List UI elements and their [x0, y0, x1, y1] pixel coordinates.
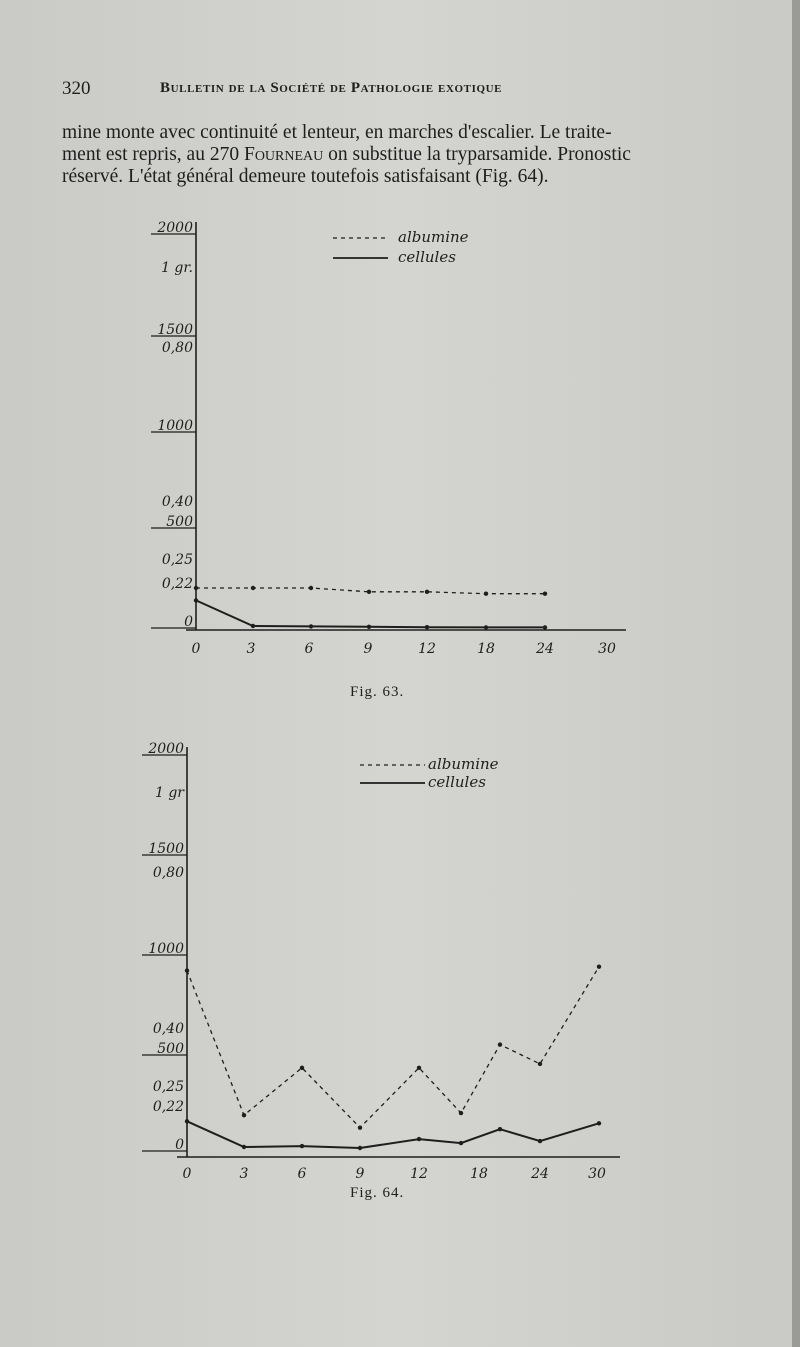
data-point-cellules [251, 624, 255, 628]
data-point-albumine [597, 965, 601, 969]
y-tick-label-albumine: 0,80 [161, 340, 193, 356]
x-tick-label: 6 [304, 641, 314, 657]
y-tick-label-cells: 2000 [148, 741, 184, 757]
y-tick-label-cells: 500 [157, 1041, 184, 1057]
figure-63-caption: Fig. 63. [350, 684, 405, 700]
x-tick-label: 24 [536, 641, 554, 657]
y-tick-label-albumine: 0,40 [161, 494, 193, 510]
x-tick-label: 18 [470, 1166, 488, 1182]
data-point-albumine [417, 1066, 421, 1070]
data-point-cellules [459, 1141, 463, 1145]
data-point-cellules [498, 1127, 502, 1131]
data-point-albumine [459, 1111, 463, 1115]
figure-64-chart [0, 735, 800, 1215]
y-tick-label-albumine: 0,80 [152, 865, 184, 881]
data-point-cellules [367, 625, 371, 629]
data-point-cellules [425, 625, 429, 629]
y-tick-label-albumine: 0,22 [152, 1099, 184, 1115]
y-tick-label-cells: 1000 [157, 418, 193, 434]
y-tick-label-albumine: 0,25 [152, 1079, 184, 1095]
data-point-cellules [417, 1137, 421, 1141]
x-tick-label: 0 [182, 1166, 192, 1182]
y-tick-label-cells: 0 [175, 1137, 184, 1153]
data-point-albumine [498, 1042, 502, 1046]
data-point-cellules [242, 1145, 246, 1149]
data-point-albumine [538, 1062, 542, 1066]
data-point-albumine [194, 586, 198, 590]
y-tick-label-albumine: 1 gr [154, 785, 184, 801]
series-line-albumine [187, 967, 599, 1128]
figure-64-caption: Fig. 64. [350, 1185, 405, 1201]
y-tick-label-cells: 1000 [148, 941, 184, 957]
data-point-cellules [543, 625, 547, 629]
x-tick-label: 9 [355, 1166, 365, 1182]
data-point-cellules [309, 624, 313, 628]
x-tick-label: 30 [588, 1166, 606, 1182]
body-line-3: réservé. L'état général demeure toutefois satisfaisant (Fig. 64). [62, 166, 549, 187]
y-tick-label-albumine: 1 gr. [161, 260, 193, 276]
y-tick-label-albumine: 0,22 [161, 576, 193, 592]
data-point-cellules [185, 1119, 189, 1123]
data-point-albumine [185, 968, 189, 972]
page-header [62, 78, 722, 102]
body-line-1: mine monte avec continuité et lenteur, en marches d'escalier. Le traite- [62, 122, 612, 143]
y-tick-label-albumine: 0,40 [152, 1021, 184, 1037]
data-point-albumine [242, 1113, 246, 1117]
figure-63 [0, 210, 800, 710]
series-line-cellules [196, 600, 545, 627]
x-tick-label: 0 [191, 641, 201, 657]
x-tick-label: 6 [297, 1166, 307, 1182]
y-tick-label-cells: 500 [166, 514, 193, 530]
x-tick-label: 9 [363, 641, 373, 657]
author-name: Fourneau [243, 144, 324, 165]
y-tick-label-cells: 0 [184, 614, 193, 630]
data-point-cellules [597, 1121, 601, 1125]
series-line-cellules [187, 1121, 599, 1148]
data-point-albumine [484, 592, 488, 596]
figure-63-chart [0, 210, 800, 710]
legend-label-albumine: albumine [398, 228, 469, 246]
data-point-cellules [538, 1139, 542, 1143]
y-tick-label-cells: 1500 [157, 322, 193, 338]
x-tick-label: 12 [418, 641, 436, 657]
running-title: Bulletin de la Société de Pathologie exotique [160, 80, 503, 96]
data-point-albumine [367, 590, 371, 594]
x-tick-label: 12 [410, 1166, 428, 1182]
body-line-2 [62, 144, 738, 166]
data-point-albumine [358, 1126, 362, 1130]
data-point-cellules [484, 625, 488, 629]
body-line-2-end: on substitue la tryparsamide. Pronostic [323, 144, 631, 165]
data-point-cellules [194, 598, 198, 602]
body-line-2-start: ment est repris, au 270 [62, 144, 244, 165]
x-tick-label: 30 [598, 641, 616, 657]
legend-label-albumine: albumine [428, 755, 499, 773]
y-tick-label-cells: 2000 [157, 220, 193, 236]
data-point-albumine [309, 586, 313, 590]
data-point-cellules [300, 1144, 304, 1148]
x-tick-label: 18 [477, 641, 495, 657]
x-tick-label: 24 [531, 1166, 549, 1182]
data-point-albumine [300, 1066, 304, 1070]
y-tick-label-albumine: 0,25 [161, 552, 193, 568]
legend-label-cellules: cellules [398, 248, 456, 266]
data-point-albumine [543, 592, 547, 596]
page-number: 320 [62, 78, 91, 99]
x-tick-label: 3 [239, 1166, 249, 1182]
y-tick-label-cells: 1500 [148, 841, 184, 857]
legend-label-cellules: cellules [428, 773, 486, 791]
data-point-albumine [425, 590, 429, 594]
x-tick-label: 3 [246, 641, 256, 657]
data-point-cellules [358, 1146, 362, 1150]
body-paragraph [62, 122, 738, 188]
figure-64 [0, 735, 800, 1215]
data-point-albumine [251, 586, 255, 590]
